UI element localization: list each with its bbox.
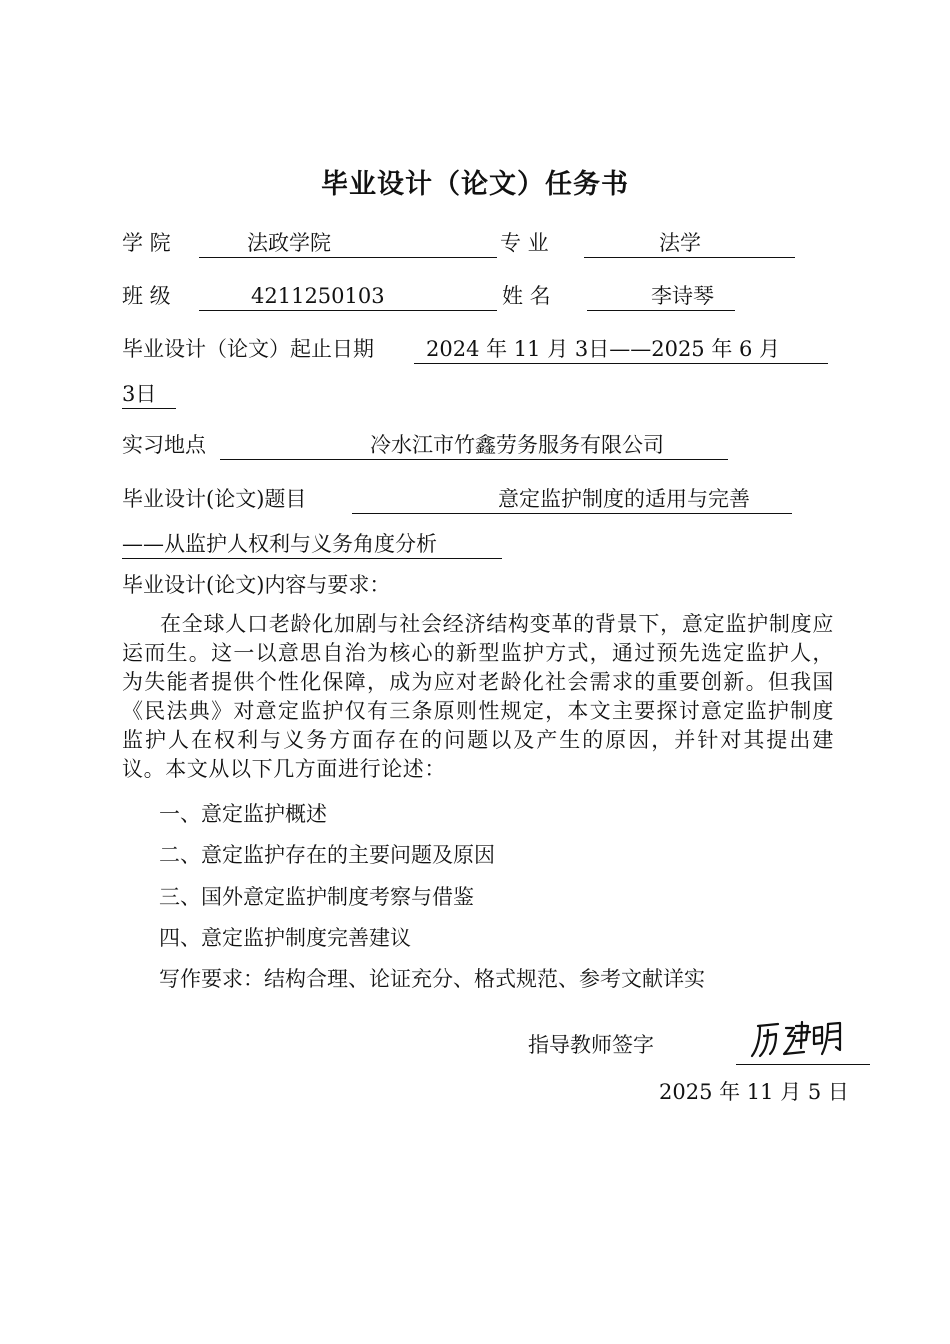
signature-line <box>736 1064 870 1065</box>
list-item: 二、意定监护存在的主要问题及原因 <box>159 843 495 867</box>
college-label: 学 院 <box>122 231 171 255</box>
major-field <box>584 229 795 258</box>
handwritten-signature <box>748 1014 848 1060</box>
internship-label: 实习地点 <box>122 433 206 457</box>
class-value: 4211250103 <box>251 284 385 308</box>
topic-field-cont <box>122 530 502 559</box>
content-label: 毕业设计(论文)内容与要求： <box>122 573 391 597</box>
internship-value: 冷水江市竹鑫劳务服务有限公司 <box>370 433 664 457</box>
signature-label: 指导教师签字 <box>528 1033 654 1057</box>
period-value-line2: 3日 <box>122 382 157 406</box>
period-value-line1: 2024 年 11 月 3日——2025 年 6 月 <box>426 337 781 361</box>
name-field <box>587 282 735 311</box>
name-value: 李诗琴 <box>651 284 714 308</box>
list-item: 四、意定监护制度完善建议 <box>159 926 411 950</box>
major-value: 法学 <box>659 231 701 255</box>
list-item: 三、国外意定监护制度考察与借鉴 <box>159 885 474 909</box>
signature-date: 2025 年 11 月 5 日 <box>659 1080 849 1104</box>
class-label: 班 级 <box>122 284 171 308</box>
list-item: 一、意定监护概述 <box>159 802 327 826</box>
internship-field <box>220 431 728 460</box>
period-field <box>414 335 828 364</box>
class-field <box>199 282 497 311</box>
topic-label: 毕业设计(论文)题目 <box>122 487 307 511</box>
page-title: 毕业设计（论文）任务书 <box>321 169 629 200</box>
college-field <box>199 229 497 258</box>
college-value: 法政学院 <box>247 231 331 255</box>
name-label: 姓 名 <box>502 284 551 308</box>
topic-value-line1: 意定监护制度的适用与完善 <box>498 487 750 511</box>
topic-value-line2: ——从监护人权利与义务角度分析 <box>122 532 437 556</box>
content-paragraph: 在全球人口老龄化加剧与社会经济结构变革的背景下，意定监护制度应运而生。这一以意思自治为核心的新型监护方式，通过预先选定监护人，为失能者提供个性化保障，成为应对老龄化社会需求的重要创新。但我国《民法典》对意定监护仅有三条原则性规定，本文主要探讨意定监护制度监护人在权利与义务方面存在的问题以及产生的原因，并针对其提出建议。本文从以下几方面进行论述： <box>122 612 834 781</box>
major-label: 专 业 <box>500 231 549 255</box>
writing-requirement: 写作要求：结构合理、论证充分、格式规范、参考文献详实 <box>159 967 705 991</box>
period-label: 毕业设计（论文）起止日期 <box>122 337 374 361</box>
period-field-cont <box>122 380 176 409</box>
topic-field <box>352 485 792 514</box>
